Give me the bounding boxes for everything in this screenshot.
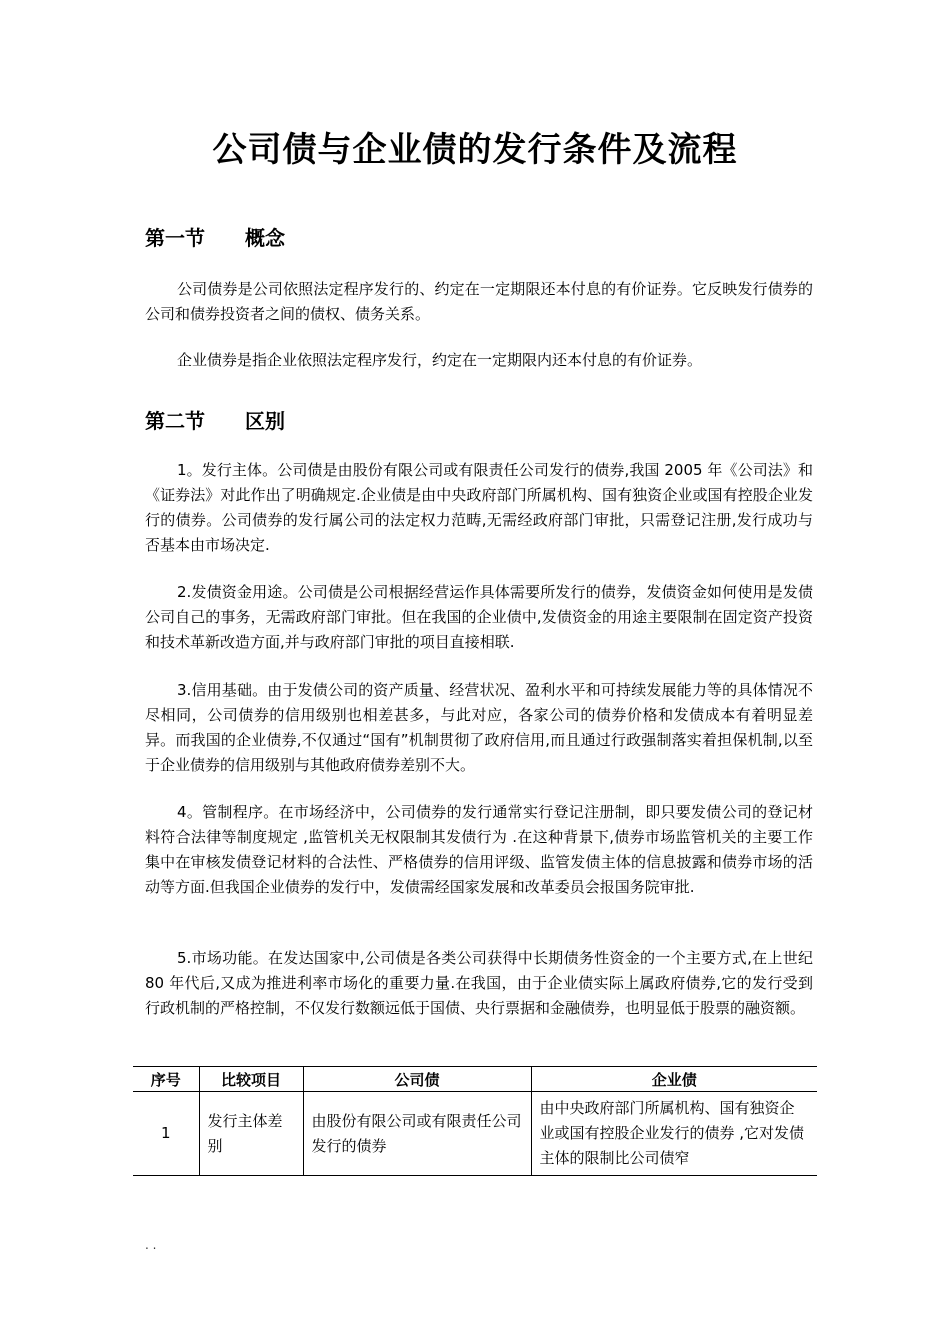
paragraph: 公司债券是公司依照法定程序发行的、约定在一定期限还本付息的有价证券。它反映发行债券的公司和债券投资者之间的债权、债务关系。 <box>145 280 813 323</box>
table-cell: 1 <box>133 1092 199 1176</box>
section-heading-2 <box>145 405 285 434</box>
table-row <box>133 1092 817 1176</box>
section-number: 第二节 <box>145 409 205 433</box>
paragraph: 2.发债资金用途。公司债是公司根据经营运作具体需要所发行的债券，发债资金如何使用是发债公司自己的事务，无需政府部门审批。但在我国的企业债中,发债资金的用途主要限制在固定资产投资和技术革新改造方面,并与政府部门审批的项目直接相联. <box>145 583 813 651</box>
document-title: 公司债与企业债的发行条件及流程 <box>212 130 738 170</box>
table-cell: 发行主体差别 <box>199 1092 303 1176</box>
comparison-table <box>133 1066 817 1176</box>
header-cell-index: 序号 <box>133 1067 199 1092</box>
section-name: 概念 <box>245 226 285 250</box>
section-number: 第一节 <box>145 226 205 250</box>
section-heading-1 <box>145 222 285 251</box>
paragraph: 1。发行主体。公司债是由股份有限公司或有限责任公司发行的债券,我国 2005 年《公司法》和《证券法》对此作出了明确规定.企业债是由中央政府部门所属机构、国有独资企业或国有控股企业发行的债券。公司债券的发行属公司的法定权力范畴,无需经政府部门审批，只需登记注册,发行成功与否基本由市场决定. <box>145 461 813 554</box>
section-name: 区别 <box>245 409 285 433</box>
table-cell: 由中央政府部门所属机构、国有独资企业或国有控股企业发行的债券 ,它对发债主体的限制比公司债窄 <box>531 1092 817 1176</box>
footer-mark: . . <box>145 1238 157 1252</box>
paragraph: 企业债券是指企业依照法定程序发行，约定在一定期限内还本付息的有价证券。 <box>177 351 703 369</box>
table-cell: 由股份有限公司或有限责任公司发行的债券 <box>303 1092 531 1176</box>
header-cell-item: 比较项目 <box>199 1067 303 1092</box>
header-cell-company-bond: 公司债 <box>303 1067 531 1092</box>
paragraph: 4。管制程序。在市场经济中，公司债券的发行通常实行登记注册制，即只要发债公司的登记材料符合法律等制度规定 ,监管机关无权限制其发债行为 .在这种背景下,债券市场监管机关的主要工作集中在审核发债登记材料的合法性、严格债券的信用评级、监管发债主体的信息披露和债券市场的活动等方面.但我国企业债券的发行中，发债需经国家发展和改革委员会报国务院审批. <box>145 803 813 896</box>
paragraph: 5.市场功能。在发达国家中,公司债是各类公司获得中长期债务性资金的一个主要方式,在上世纪 80 年代后,又成为推进利率市场化的重要力量.在我国，由于企业债实际上属政府债券,它的发行受到行政机制的严格控制，不仅发行数额远低于国债、央行票据和金融债券，也明显低于股票的融资额。 <box>145 949 813 1017</box>
table-header-row <box>133 1067 817 1092</box>
header-cell-enterprise-bond: 企业债 <box>531 1067 817 1092</box>
paragraph: 3.信用基础。由于发债公司的资产质量、经营状况、盈利水平和可持续发展能力等的具体情况不尽相同，公司债券的信用级别也相差甚多，与此对应，各家公司的债券价格和发债成本有着明显差异。而我国的企业债券,不仅通过“国有”机制贯彻了政府信用,而且通过行政强制落实着担保机制,以至于企业债券的信用级别与其他政府债券差别不大。 <box>145 681 813 774</box>
